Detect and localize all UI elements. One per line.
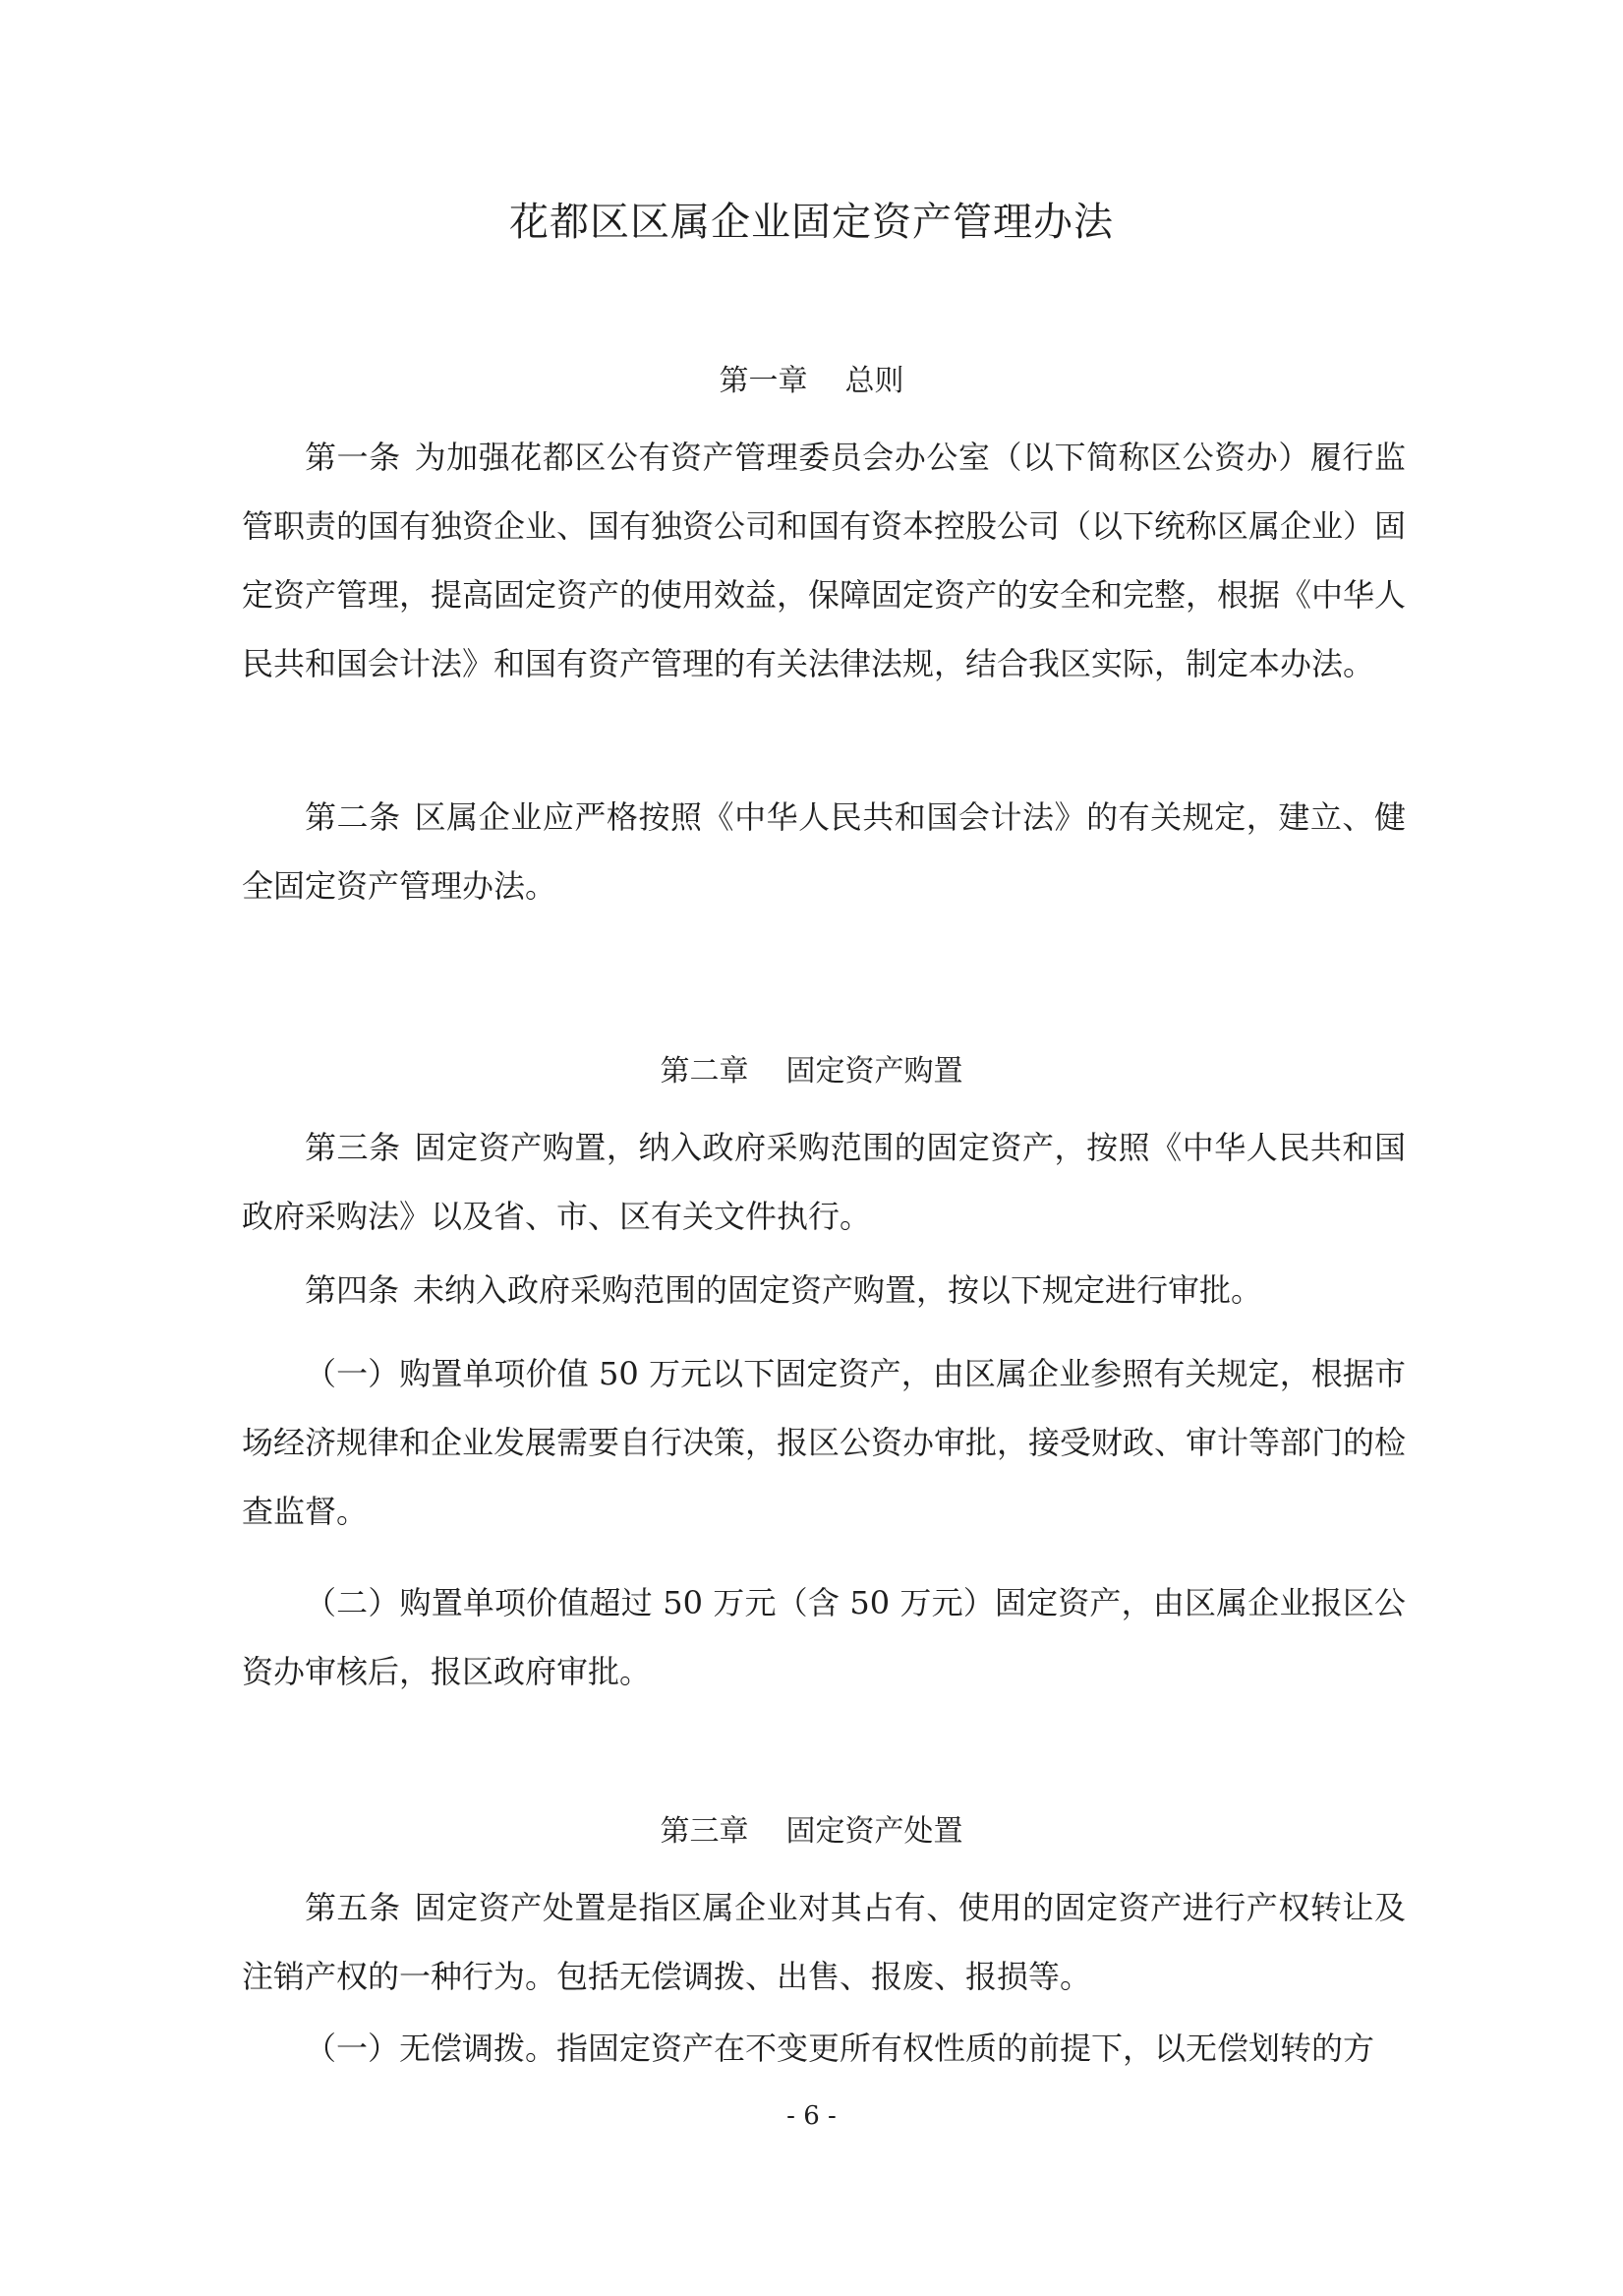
article-text: 未纳入政府采购范围的固定资产购置，按以下规定进行审批。 <box>413 1271 1263 1309</box>
chapter-number: 第一章 <box>719 364 808 398</box>
document-title: 花都区区属企业固定资产管理办法 <box>509 200 1114 245</box>
clause-text: （一）无偿调拨。指固定资产在不变更所有权性质的前提下，以无偿划转的方 <box>305 2030 1375 2067</box>
article-paragraph <box>242 423 1406 698</box>
article-label: 第二条 <box>305 798 401 836</box>
chapter-number: 第二章 <box>660 1054 749 1089</box>
clause-paragraph <box>242 2014 1406 2083</box>
chapter-number: 第三章 <box>660 1814 749 1849</box>
article-paragraph <box>242 1113 1406 1251</box>
chapter-heading <box>0 362 1623 401</box>
article-text: 区属企业应严格按照《中华人民共和国会计法》的有关规定，建立、健全固定资产管理办法。 <box>242 798 1406 905</box>
clause-paragraph <box>242 1568 1406 1706</box>
chapter-heading <box>0 1052 1623 1091</box>
clause-paragraph <box>242 1339 1406 1546</box>
page-number: - 6 - <box>786 2101 837 2131</box>
article-text: 为加强花都区公有资产管理委员会办公室（以下简称区公资办）履行监管职责的国有独资企业、国有独资公司和国有资本控股公司（以下统称区属企业）固定资产管理，提高固定资产的使用效益，保障固定资产的安全和完整，根据《中华人民共和国会计法》和国有资产管理的有关法律法规，结合我区实际，制定本办法。 <box>242 439 1407 682</box>
article-label: 第四条 <box>305 1271 400 1309</box>
article-label: 第三条 <box>305 1129 401 1166</box>
article-label: 第一条 <box>305 439 401 476</box>
article-text: 固定资产处置是指区属企业对其占有、使用的固定资产进行产权转让及注销产权的一种行为。包括无偿调拨、出售、报废、报损等。 <box>242 1889 1406 1995</box>
clause-text: （一）购置单项价值 50 万元以下固定资产，由区属企业参照有关规定，根据市场经济规律和企业发展需要自行决策，报区公资办审批，接受财政、审计等部门的检查监督。 <box>242 1355 1407 1530</box>
chapter-heading <box>0 1812 1623 1852</box>
article-paragraph <box>242 783 1406 920</box>
chapter-name: 总则 <box>844 364 904 398</box>
article-paragraph <box>242 1256 1406 1325</box>
article-text: 固定资产购置，纳入政府采购范围的固定资产，按照《中华人民共和国政府采购法》以及省、市、区有关文件执行。 <box>242 1129 1406 1235</box>
article-paragraph <box>242 1873 1406 2011</box>
chapter-name: 固定资产购置 <box>785 1054 963 1089</box>
article-label: 第五条 <box>305 1889 401 1926</box>
chapter-name: 固定资产处置 <box>785 1814 963 1849</box>
clause-text: （二）购置单项价值超过 50 万元（含 50 万元）固定资产，由区属企业报区公资办审核后，报区政府审批。 <box>242 1584 1406 1690</box>
